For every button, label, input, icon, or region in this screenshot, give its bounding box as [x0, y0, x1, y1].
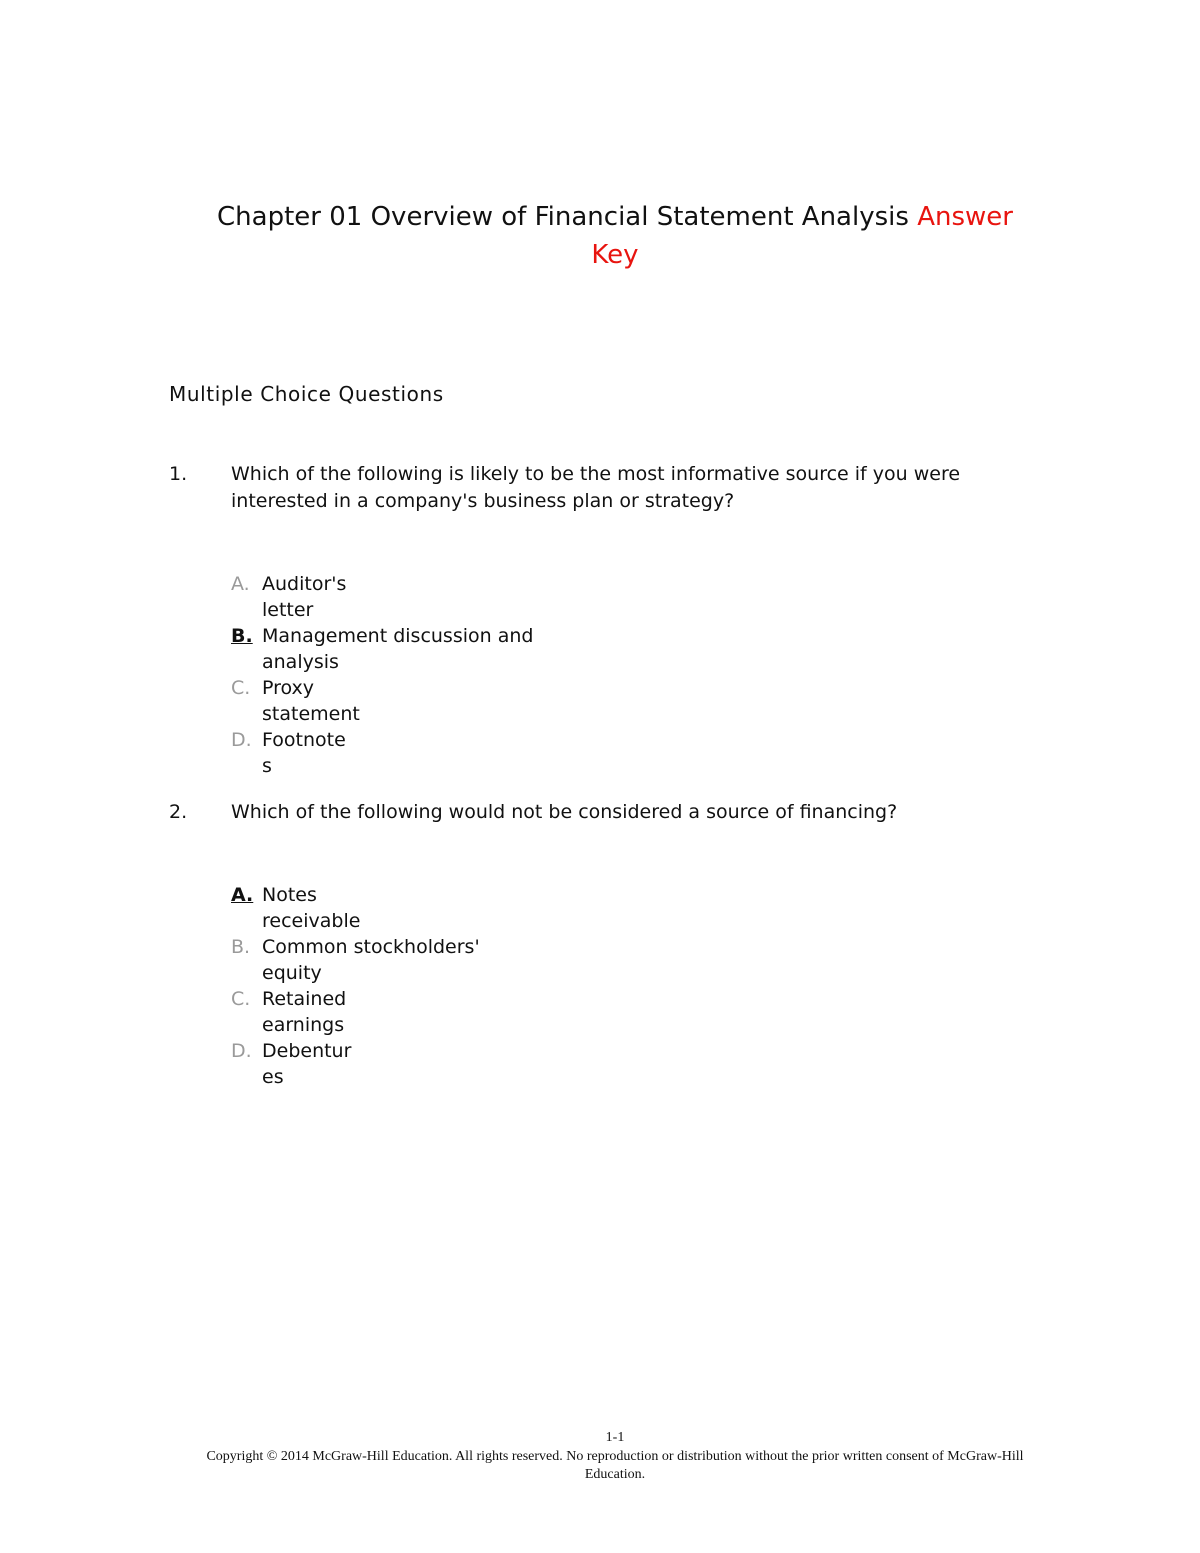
choice-letter: D.: [231, 1040, 252, 1062]
choice-text-line2: letter: [262, 599, 314, 621]
choice-text-line1: Retained: [262, 988, 347, 1010]
footer-page-number: 1-1: [605, 1430, 625, 1445]
choice-text-line2: earnings: [262, 1014, 345, 1036]
choice-d: [231, 727, 533, 779]
question-number: 2.: [169, 801, 188, 823]
question-2-choices: [231, 882, 480, 1090]
question-number: 1.: [169, 463, 188, 485]
choice-text-line1: Auditor's: [262, 573, 347, 595]
choice-b: [231, 934, 480, 986]
page-title: [150, 198, 1080, 274]
choice-text-line2: s: [262, 755, 272, 777]
choice-text-line2: receivable: [262, 910, 361, 932]
title-accent-answer: Answer: [917, 202, 1013, 232]
choice-text-line1: Notes: [262, 884, 317, 906]
question-2: [169, 799, 1069, 829]
choice-letter: C.: [231, 677, 251, 699]
choice-a-correct: [231, 882, 480, 934]
choice-a: [231, 571, 533, 623]
choice-letter: C.: [231, 988, 251, 1010]
choice-letter: B.: [231, 936, 251, 958]
title-main: Chapter 01 Overview of Financial Statement Analysis: [217, 202, 909, 232]
choice-letter: A.: [231, 884, 254, 906]
choice-c: [231, 986, 480, 1038]
section-heading: Multiple Choice Questions: [169, 382, 444, 406]
question-1: [169, 461, 1069, 521]
choice-b-correct: [231, 623, 533, 675]
choice-text-line1: Common stockholders': [262, 936, 480, 958]
choice-text-line2: analysis: [262, 651, 339, 673]
title-accent-key: Key: [591, 240, 639, 270]
choice-letter: D.: [231, 729, 252, 751]
question-text: Which of the following is likely to be the most informative source if you were interested in a company's business plan or strategy?: [231, 463, 961, 512]
choice-d: [231, 1038, 480, 1090]
choice-text-line1: Debentur: [262, 1040, 352, 1062]
choice-letter: A.: [231, 573, 250, 595]
choice-text-line1: Proxy: [262, 677, 315, 699]
choice-text-line2: equity: [262, 962, 322, 984]
choice-text-line2: es: [262, 1066, 284, 1088]
question-1-choices: [231, 571, 533, 779]
choice-text-line1: Footnote: [262, 729, 346, 751]
choice-text-line2: statement: [262, 703, 360, 725]
question-text: Which of the following would not be considered a source of financing?: [231, 801, 898, 823]
choice-c: [231, 675, 533, 727]
choice-text-line1: Management discussion and: [262, 625, 534, 647]
choice-letter: B.: [231, 625, 253, 647]
footer-copyright: Copyright © 2014 McGraw-Hill Education. All rights reserved. No reproduction or distribution without the prior written consent of McGraw-Hill Education.: [206, 1449, 1024, 1482]
